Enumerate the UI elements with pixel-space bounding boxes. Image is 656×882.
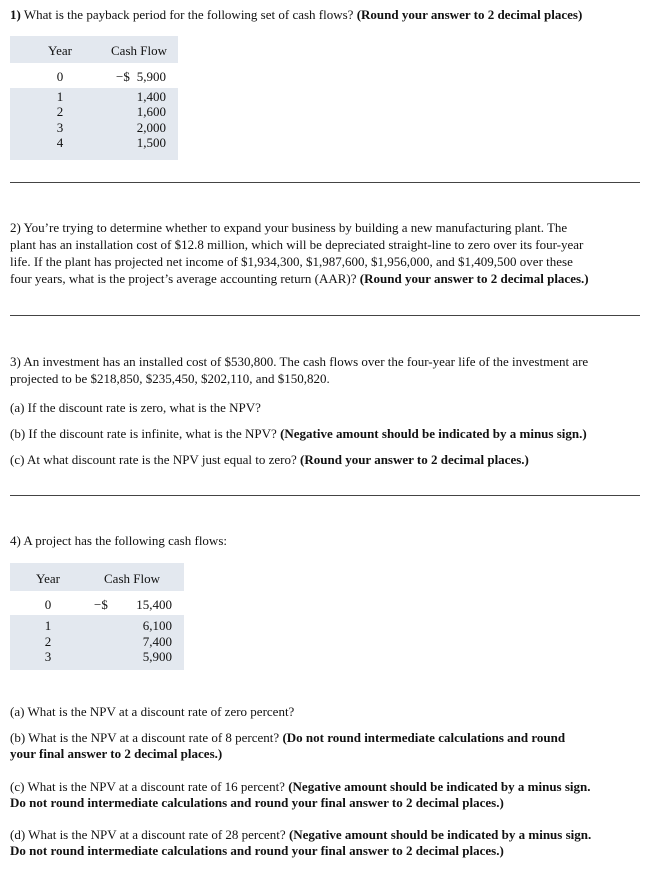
- question-4-part-d-prompt: (d) What is the NPV at a discount rate of 28 percent?: [10, 827, 286, 842]
- question-3-part-b: [10, 426, 587, 442]
- table-row-year: 3: [44, 649, 52, 664]
- table-row-year: 0: [44, 597, 52, 612]
- question-2-line: [10, 271, 589, 287]
- question-4-part-b-instruction: (Do not round intermediate calculations and round: [282, 730, 566, 745]
- question-4-part-c-instruction: (Negative amount should be indicated by a minus sign.: [288, 779, 591, 794]
- question-4-part-d-instruction: Do not round intermediate calculations and round your final answer to 2 decimal places.): [10, 843, 504, 858]
- table-row-cash-flow: 7,400: [142, 634, 172, 649]
- question-4-intro: 4) A project has the following cash flows:: [10, 533, 227, 548]
- section-divider: [10, 495, 640, 496]
- question-1-prompt: What is the payback period for the following set of cash flows?: [23, 7, 354, 22]
- question-2-line: plant has an installation cost of $12.8 million, which will be depreciated straight-line to zero over its four-year: [10, 237, 584, 252]
- section-divider: [10, 315, 640, 316]
- question-3-part-c: [10, 452, 529, 468]
- question-4-part-b-cont: [10, 746, 222, 762]
- question-4-part-c-cont: [10, 795, 504, 811]
- question-4-part-c: [10, 779, 591, 795]
- column-header-cash-flow: Cash Flow: [104, 571, 160, 586]
- table-row-cash-flow: 2,000: [136, 120, 166, 135]
- question-3-part-b-instruction: (Negative amount should be indicated by a minus sign.): [280, 426, 587, 441]
- question-4-part-a: (a) What is the NPV at a discount rate of zero percent?: [10, 704, 295, 719]
- column-header-cash-flow: Cash Flow: [111, 43, 167, 58]
- question-2-instruction: (Round your answer to 2 decimal places.): [359, 271, 589, 286]
- table-row-cash-flow: 6,100: [142, 618, 172, 633]
- table-row-year: 2: [44, 634, 52, 649]
- question-1-number: 1): [10, 7, 21, 22]
- table-row-year: 1: [56, 89, 64, 104]
- table-row-year: 1: [44, 618, 52, 633]
- question-4-part-b: [10, 730, 565, 746]
- column-header-year: Year: [48, 43, 72, 58]
- question-3-part-c-instruction: (Round your answer to 2 decimal places.): [300, 452, 529, 467]
- table-row-cash-flow: 15,400: [136, 597, 172, 612]
- table-row-year: 0: [56, 69, 64, 84]
- question-4-part-d-cont: [10, 843, 504, 859]
- question-4-part-b-instruction: your final answer to 2 decimal places.): [10, 746, 223, 761]
- column-header-year: Year: [36, 571, 60, 586]
- question-4-part-b-prompt: (b) What is the NPV at a discount rate of 8 percent?: [10, 730, 280, 745]
- question-2-line: life. If the plant has projected net income of $1,934,300, $1,987,600, $1,956,000, and $1,409,500 over these: [10, 254, 573, 269]
- table-row-year: 4: [56, 135, 64, 150]
- question-3-part-a: (a) If the discount rate is zero, what is the NPV?: [10, 400, 261, 415]
- cash-flow-table-2: [10, 563, 184, 671]
- question-3-part-c-prompt: (c) At what discount rate is the NPV just equal to zero?: [10, 452, 297, 467]
- question-3-part-b-prompt: (b) If the discount rate is infinite, what is the NPV?: [10, 426, 277, 441]
- question-1-text: [10, 7, 582, 23]
- table-row-sign: −$: [94, 597, 108, 612]
- question-2-line: 2) You’re trying to determine whether to expand your business by building a new manufacturing plant. The: [10, 220, 568, 235]
- question-4-part-c-prompt: (c) What is the NPV at a discount rate of 16 percent?: [10, 779, 285, 794]
- table-row-sign: −$: [116, 69, 130, 84]
- question-3-line: projected to be $218,850, $235,450, $202,110, and $150,820.: [10, 371, 330, 386]
- table-row-year: 3: [56, 120, 64, 135]
- table-row-cash-flow: 1,600: [136, 104, 166, 119]
- table-row-year: 2: [56, 104, 64, 119]
- section-divider: [10, 182, 640, 183]
- table-row-cash-flow: 1,500: [136, 135, 166, 150]
- question-3-line: 3) An investment has an installed cost of $530,800. The cash flows over the four-year life of the investment are: [10, 354, 589, 369]
- table-row-cash-flow: 5,900: [142, 649, 172, 664]
- question-4-part-c-instruction: Do not round intermediate calculations and round your final answer to 2 decimal places.): [10, 795, 504, 810]
- table-row-cash-flow: 5,900: [136, 69, 166, 84]
- question-1-instruction: (Round your answer to 2 decimal places): [356, 7, 583, 22]
- question-4-part-d-instruction: (Negative amount should be indicated by a minus sign.: [288, 827, 592, 842]
- question-2-prompt: four years, what is the project’s average accounting return (AAR)?: [10, 271, 357, 286]
- cash-flow-table-1: [10, 36, 178, 160]
- question-4-part-d: [10, 827, 591, 843]
- table-row-cash-flow: 1,400: [136, 89, 166, 104]
